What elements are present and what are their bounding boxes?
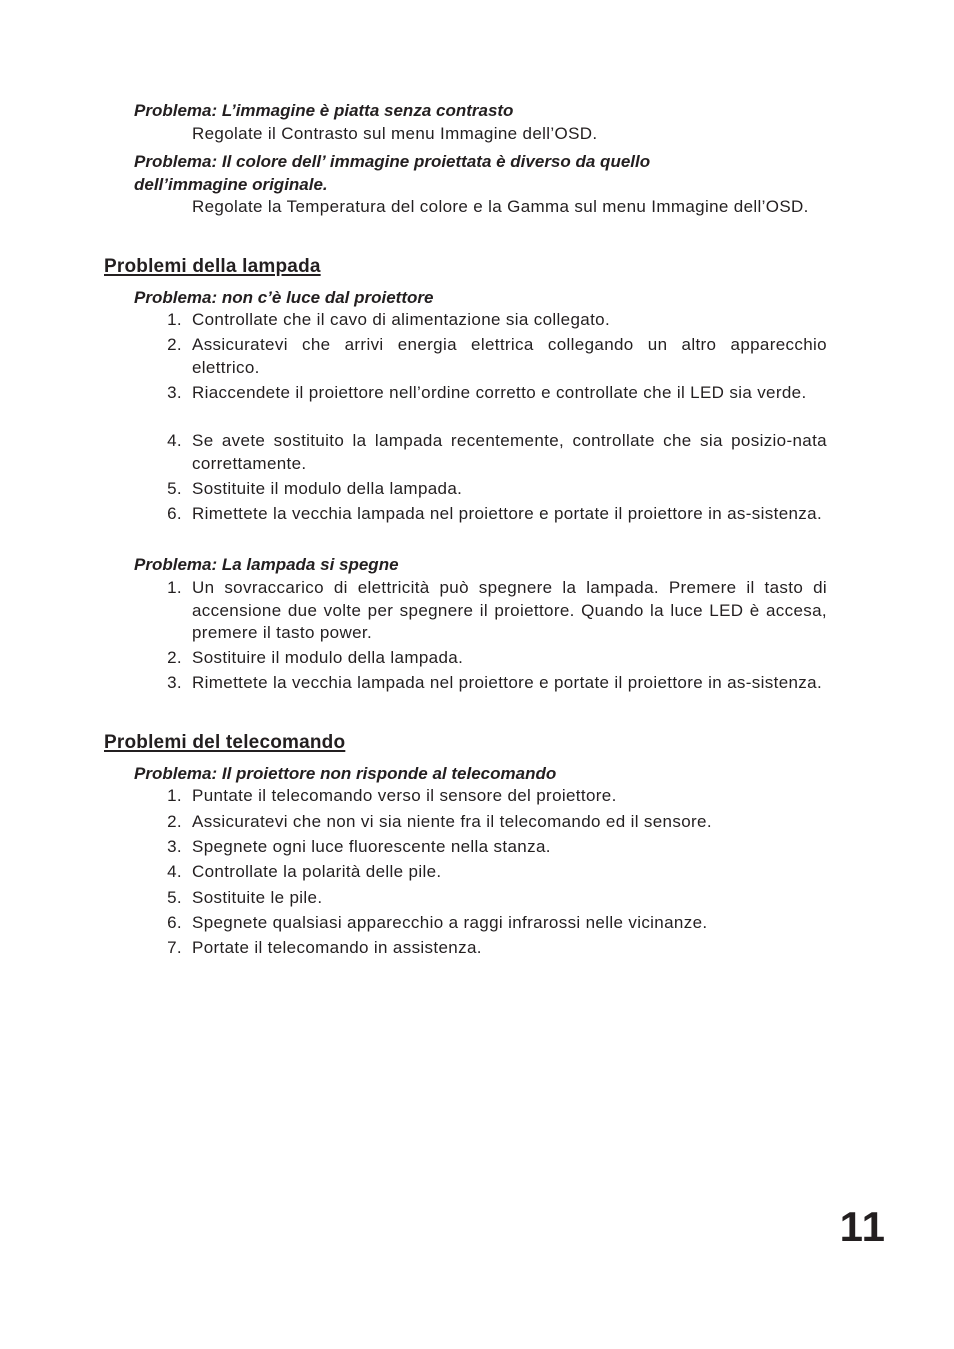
list-number: 1. [167, 310, 182, 329]
list-number: 1. [167, 578, 182, 597]
problem-title-lamp-off: Problema: La lampada si spegne [134, 555, 399, 574]
problem-title-color: Problema: Il colore dell’ immagine proiettata è diverso da quello dell’immagine originale. [134, 152, 651, 194]
section-heading-lamp: Problemi della lampada [104, 256, 321, 277]
solution-color: Regolate la Temperatura del colore e la Gamma sul menu Immagine dell’OSD. [192, 197, 809, 216]
list-item [160, 912, 827, 935]
list-number: 1. [167, 786, 182, 805]
list-text: Controllate la polarità delle pile. [192, 862, 442, 881]
list-text: Rimettete la vecchia lampada nel proiettore e portate il proiettore in as-sistenza. [192, 504, 823, 523]
list-number: 2. [167, 648, 182, 667]
list-number: 3. [167, 383, 182, 402]
list-number: 4. [167, 431, 182, 450]
list-number: 7. [167, 938, 182, 957]
list-text: Puntate il telecomando verso il sensore del proiettore. [192, 786, 617, 805]
list-item [160, 309, 827, 332]
list-text: Se avete sostituito la lampada recentemente, controllate che sia posizio-nata correttamente. [192, 431, 827, 473]
list-text: Rimettete la vecchia lampada nel proiettore e portate il proiettore in as-sistenza. [192, 673, 823, 692]
list-item [160, 334, 827, 379]
list-item [160, 430, 827, 475]
list-item [160, 647, 827, 670]
list-text: Un sovraccarico di elettricità può spegnere la lampada. Premere il tasto di accensione due volte per spegnere il proiettore. Quando la luce LED è accesa, premere il tasto power. [192, 578, 827, 642]
problem-title-remote: Problema: Il proiettore non risponde al telecomando [134, 764, 557, 783]
list-text: Controllate che il cavo di alimentazione sia collegato. [192, 310, 611, 329]
list-item [160, 503, 827, 526]
list-text: Spegnete qualsiasi apparecchio a raggi infrarossi nelle vicinanze. [192, 913, 708, 932]
list-number: 5. [167, 888, 182, 907]
list-text: Portate il telecomando in assistenza. [192, 938, 482, 957]
list-item [160, 672, 827, 695]
list-text: Spegnete ogni luce fluorescente nella stanza. [192, 837, 551, 856]
list-number: 3. [167, 837, 182, 856]
list-text: Sostituite le pile. [192, 888, 323, 907]
list-number: 2. [167, 335, 182, 354]
list-text: Sostituire il modulo della lampada. [192, 648, 464, 667]
list-number: 6. [167, 504, 182, 523]
list-number: 5. [167, 479, 182, 498]
page-number: 11 [839, 1203, 886, 1250]
list-item [160, 937, 827, 960]
solution-contrast: Regolate il Contrasto sul menu Immagine dell’OSD. [192, 124, 598, 143]
list-text: Riaccendete il proiettore nell’ordine corretto e controllate che il LED sia verde. [192, 383, 807, 402]
list-item [160, 577, 827, 645]
problem-title-no-light: Problema: non c’è luce dal proiettore [134, 288, 434, 307]
list-number: 2. [167, 812, 182, 831]
list-number: 4. [167, 862, 182, 881]
list-number: 6. [167, 913, 182, 932]
list-item [160, 382, 827, 405]
list-number: 3. [167, 673, 182, 692]
list-item [160, 478, 827, 501]
list-item [160, 887, 827, 910]
list-text: Assicuratevi che non vi sia niente fra il telecomando ed il sensore. [192, 812, 712, 831]
list-text: Assicuratevi che arrivi energia elettrica collegando un altro apparecchio elettrico. [192, 335, 827, 377]
list-item [160, 785, 827, 808]
section-heading-remote: Problemi del telecomando [104, 732, 346, 753]
list-text: Sostituite il modulo della lampada. [192, 479, 463, 498]
list-item [160, 861, 827, 884]
problem-title-contrast: Problema: L’immagine è piatta senza contrasto [134, 101, 514, 120]
list-item [160, 836, 827, 859]
list-item [160, 811, 827, 834]
